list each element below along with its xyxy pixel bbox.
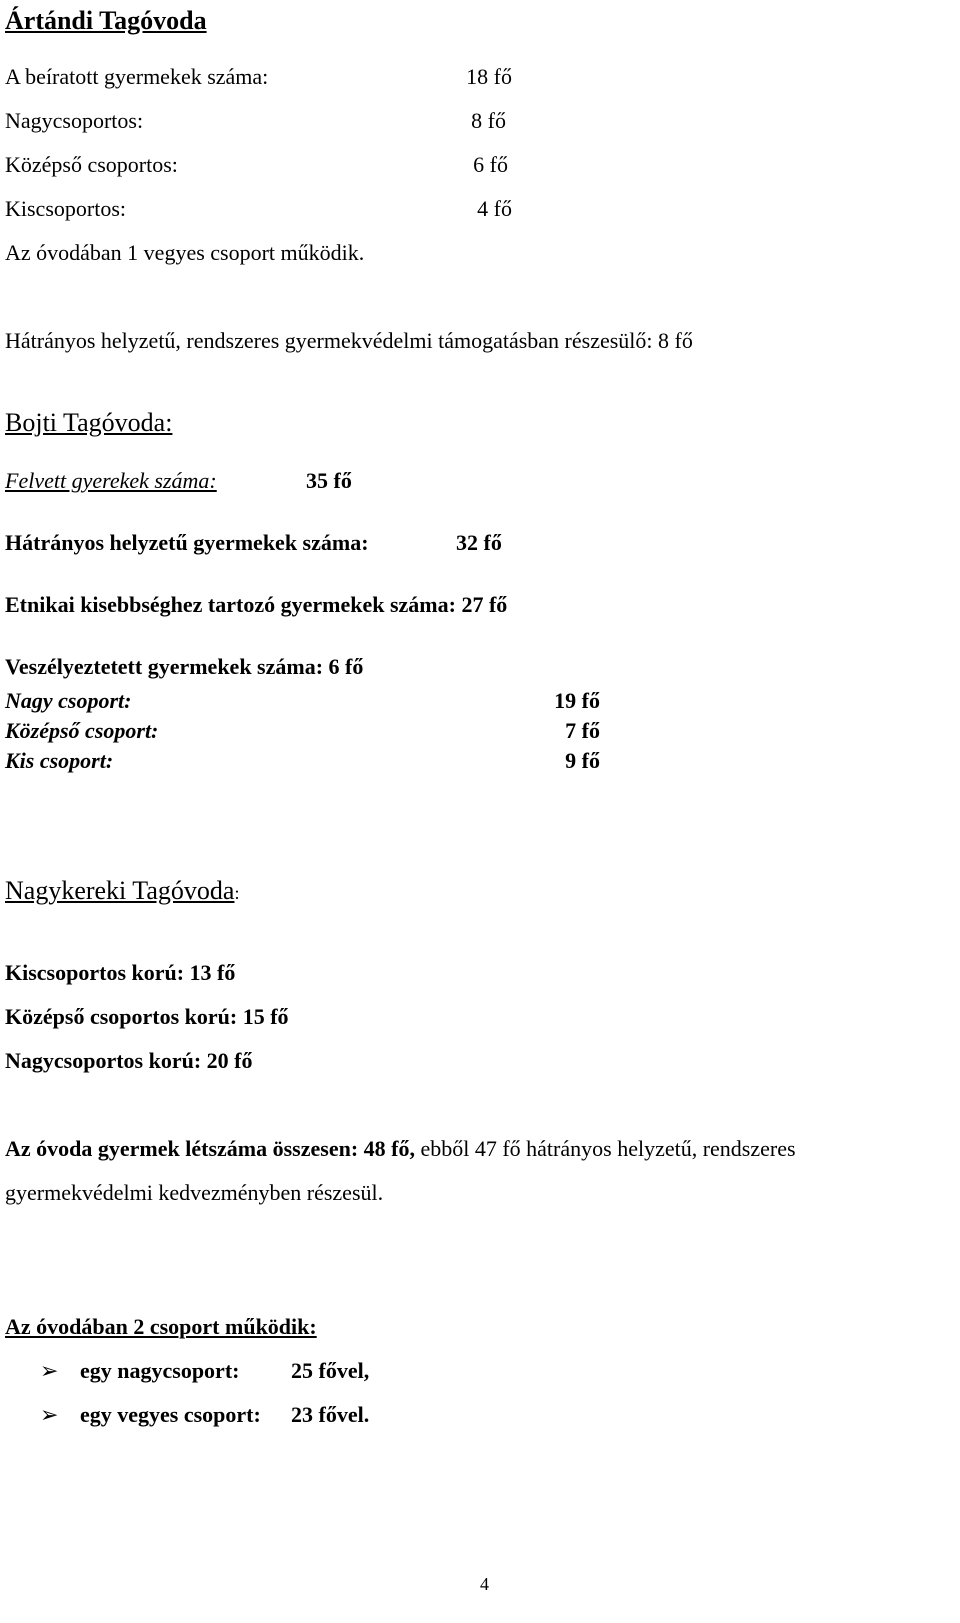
bojt-title: Bojti Tagóvoda: xyxy=(5,408,173,437)
bojt-ethnic-line: Etnikai kisebbséghez tartozó gyermekek száma: 27 fő xyxy=(5,592,508,617)
arrow-bullet-icon: ➢ xyxy=(40,1358,59,1383)
nagykereki-total-line-2: gyermekvédelmi kedvezményben részesül. xyxy=(5,1180,384,1205)
bojt-small-group-label: Kis csoport: xyxy=(5,748,114,773)
nagykereki-total-bold: Az óvoda gyermek létszáma összesen: 48 fő, xyxy=(5,1136,415,1161)
artand-large-group-label: Nagycsoportos: xyxy=(5,108,144,133)
bojt-enrolled-value: 35 fő xyxy=(306,468,352,493)
nagykereki-total-line xyxy=(5,1136,796,1161)
bojt-middle-group-label: Középső csoport: xyxy=(5,718,159,743)
bojt-enrolled-label: Felvett gyerekek száma: xyxy=(5,468,217,493)
artand-large-group-value: 8 fő xyxy=(471,108,506,133)
bojt-endangered-line: Veszélyeztetett gyermekek száma: 6 fő xyxy=(5,654,364,679)
bojt-disadvantaged-value: 32 fő xyxy=(456,530,502,555)
page-number: 4 xyxy=(480,1574,489,1594)
artand-enrolled-value: 18 fő xyxy=(466,64,512,89)
artand-groups-note: Az óvodában 1 vegyes csoport működik. xyxy=(5,240,365,265)
nagykereki-large-line: Nagycsoportos korú: 20 fő xyxy=(5,1048,253,1073)
nagykereki-total-rest: ebből 47 fő hátrányos helyzetű, rendszeres xyxy=(414,1136,796,1161)
bullet-large-group-value: 25 fővel, xyxy=(291,1358,370,1383)
bojt-middle-group-value: 7 fő xyxy=(565,718,600,743)
nagykereki-title: Nagykereki Tagóvoda xyxy=(5,876,235,905)
artand-small-group-value: 4 fő xyxy=(477,196,512,221)
artand-small-group-label: Kiscsoportos: xyxy=(5,196,126,221)
bojt-small-group-value: 9 fő xyxy=(565,748,600,773)
nagykereki-title-colon: : xyxy=(234,883,240,903)
artand-disadvantaged-line: Hátrányos helyzetű, rendszeres gyermekvédelmi támogatásban részesülő: 8 fő xyxy=(5,328,693,353)
artand-title: Ártándi Tagóvoda xyxy=(5,6,207,35)
artand-enrolled-label: A beíratott gyermekek száma: xyxy=(5,64,269,89)
bojt-disadvantaged-label: Hátrányos helyzetű gyermekek száma: xyxy=(5,530,369,555)
bullet-mixed-group-value: 23 fővel. xyxy=(291,1402,370,1427)
bojt-large-group-label: Nagy csoport: xyxy=(5,688,132,713)
nagykereki-small-line: Kiscsoportos korú: 13 fő xyxy=(5,960,236,985)
bojt-large-group-value: 19 fő xyxy=(554,688,600,713)
arrow-bullet-icon: ➢ xyxy=(40,1402,59,1427)
nagykereki-title-wrap xyxy=(5,876,239,906)
artand-middle-group-label: Középső csoportos: xyxy=(5,152,178,177)
bullet-mixed-group-label: egy vegyes csoport: xyxy=(80,1402,261,1427)
nagykereki-middle-line: Középső csoportos korú: 15 fő xyxy=(5,1004,289,1029)
groups-heading: Az óvodában 2 csoport működik: xyxy=(5,1314,317,1339)
artand-middle-group-value: 6 fő xyxy=(473,152,508,177)
bullet-large-group-label: egy nagycsoport: xyxy=(80,1358,240,1383)
